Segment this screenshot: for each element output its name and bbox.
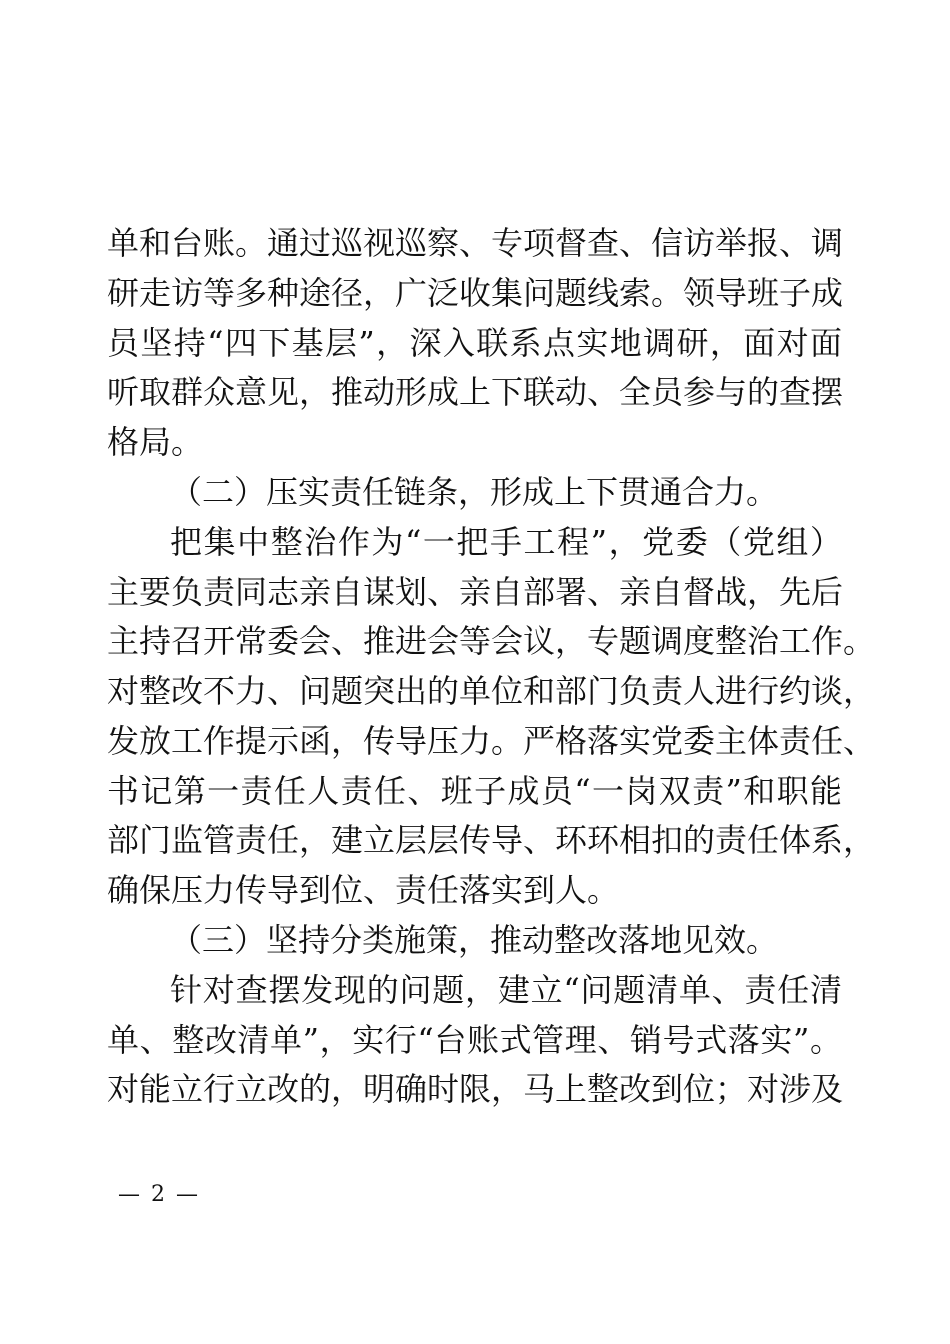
body-text-line: 对整改不力、问题突出的单位和部门负责人进行约谈， (107, 672, 876, 710)
body-text-line: 单、整改清单”，实行“台账式管理、销号式落实”。 (107, 1021, 842, 1059)
body-text-line: 发放工作提示函，传导压力。严格落实党委主体责任、 (107, 722, 876, 760)
body-text-line: 格局。 (107, 423, 204, 461)
body-text-line: 针对查摆发现的问题，建立“问题清单、责任清 (170, 971, 842, 1009)
body-text-line: 听取群众意见，推动形成上下联动、全员参与的查摆 (107, 373, 844, 411)
body-text-line: 主要负责同志亲自谋划、亲自部署、亲自督战，先后 (107, 573, 844, 611)
body-text-line: 研走访等多种途径，广泛收集问题线索。领导班子成 (107, 274, 844, 312)
page-number: — 2 — (118, 1182, 200, 1207)
body-text-line: 把集中整治作为“一把手工程”，党委（党组） (170, 523, 842, 561)
body-text-line: 单和台账。通过巡视巡察、专项督查、信访举报、调 (107, 224, 844, 262)
body-text-line: 员坚持“四下基层”，深入联系点实地调研，面对面 (107, 324, 842, 362)
body-text-line: 部门监管责任，建立层层传导、环环相扣的责任体系， (107, 821, 876, 859)
body-text-line: 书记第一责任人责任、班子成员“一岗双责”和职能 (107, 772, 842, 810)
body-text-line: 对能立行立改的，明确时限，马上整改到位；对涉及 (107, 1070, 844, 1108)
body-text-line: 主持召开常委会、推进会等会议，专题调度整治工作。 (107, 622, 876, 660)
section-heading: （三）坚持分类施策，推动整改落地见效。 (170, 921, 779, 959)
body-text-line: 确保压力传导到位、责任落实到人。 (107, 871, 620, 909)
section-heading: （二）压实责任链条，形成上下贯通合力。 (170, 473, 779, 511)
